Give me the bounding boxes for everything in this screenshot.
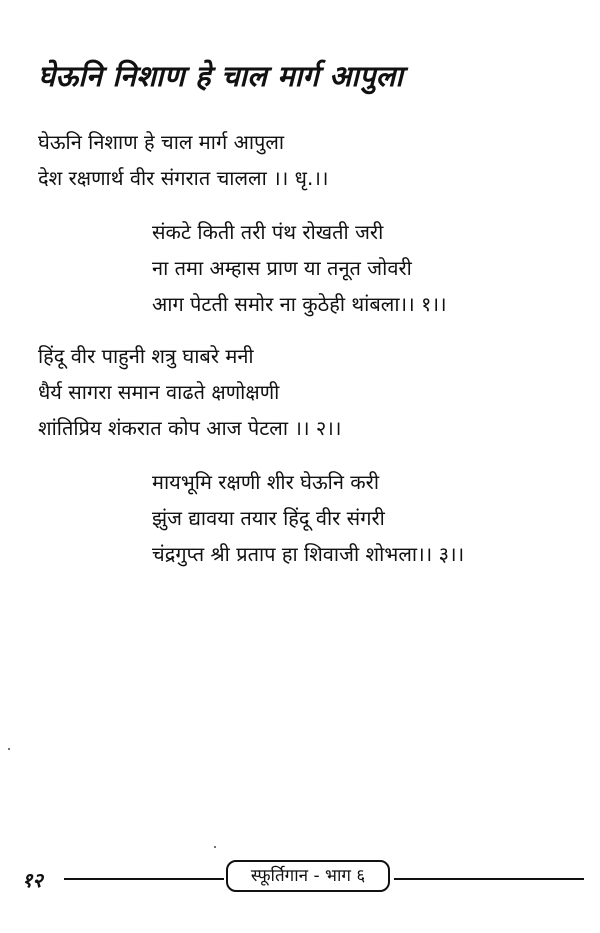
poem-line: हिंदू वीर पाहुनी शत्रु घाबरे मनी	[38, 344, 254, 368]
page-number: १२	[22, 868, 43, 892]
poem-line: चंद्रगुप्त श्री प्रताप हा शिवाजी शोभला।। ३।।	[152, 542, 465, 566]
poem-line: ना तमा अम्हास प्राण या तनूत जोवरी	[152, 256, 412, 280]
footer-book-title: स्फूर्तिगान - भाग ६	[226, 860, 390, 892]
stanza-1	[152, 214, 447, 322]
poem-line: झुंज द्यावया तयार हिंदू वीर संगरी	[152, 506, 385, 530]
poem-line: संकटे किती तरी पंथ रोखती जरी	[152, 220, 384, 244]
page-footer	[22, 858, 584, 898]
poem-line: आग पेटती समोर ना कुठेही थांबला।। १।।	[152, 292, 447, 316]
footer-rule-right	[394, 878, 584, 880]
stanza-refrain	[38, 124, 328, 196]
poem-title: घेऊनि निशाण हे चाल मार्ग आपुला	[38, 59, 404, 93]
poem-line: घेऊनि निशाण हे चाल मार्ग आपुला	[38, 130, 285, 154]
stanza-3	[152, 464, 464, 572]
poem-line: धैर्य सागरा समान वाढते क्षणोक्षणी	[38, 380, 280, 404]
footer-rule-left	[64, 878, 224, 880]
stanza-2	[38, 338, 341, 446]
poem-line: मायभूमि रक्षणी शीर घेऊनि करी	[152, 470, 380, 494]
print-speck	[8, 748, 10, 750]
print-speck	[214, 846, 216, 848]
poem-line: शांतिप्रिय शंकरात कोप आज पेटला ।। २।।	[38, 416, 342, 440]
poem-line: देश रक्षणार्थ वीर संगरात चालला ।। धृ.।।	[38, 166, 329, 190]
